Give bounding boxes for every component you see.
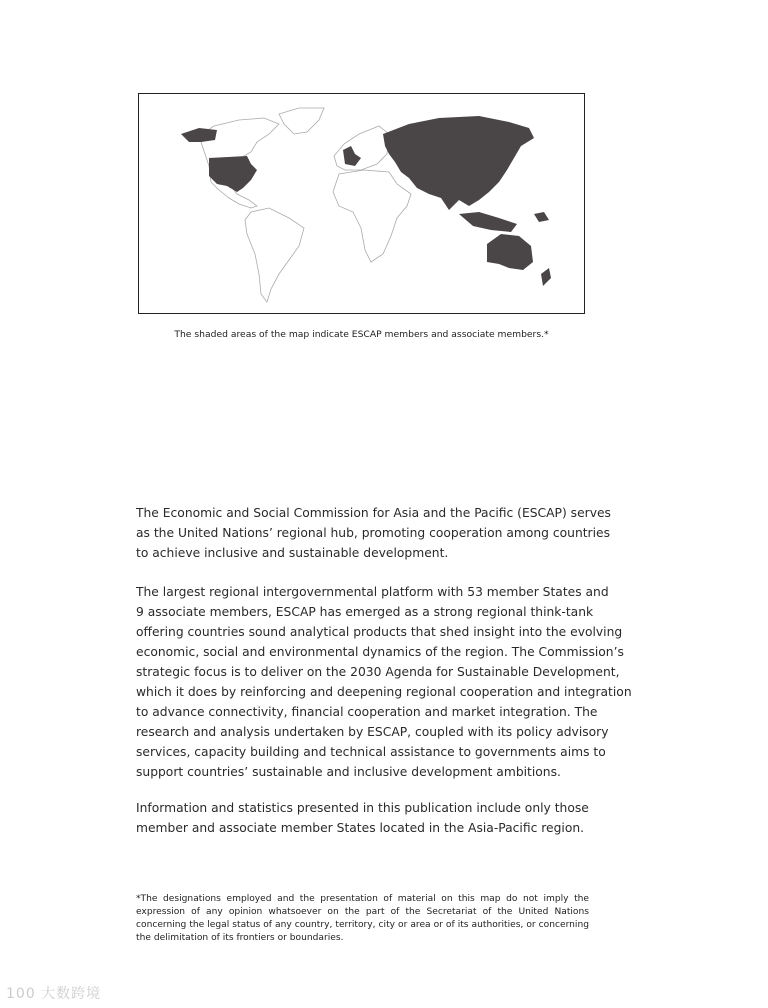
footnote-line: the delimitation of its frontiers or boundaries. [136,933,344,943]
watermark-logo: 100 大数跨境 [6,986,102,1002]
footnote-line: expression of any opinion whatsoever on the part of the Secretariat of the United Nations [136,907,589,917]
text-line: offering countries sound analytical products that shed insight into the evolving [136,625,623,639]
text-line: Information and statistics presented in this publication include only those [136,801,589,815]
asia-russia-shape [383,116,534,210]
australia-shape [487,234,533,270]
europe-outline [334,126,389,170]
france-uk-shape [343,146,361,166]
pacific-islands-shape [534,212,549,222]
text-line: economic, social and environmental dynamics of the region. The Commission’s [136,645,624,659]
text-line: member and associate member States located in the Asia-Pacific region. [136,821,585,835]
map-caption: The shaded areas of the map indicate ESCAP members and associate members.* [174,329,549,340]
intro-paragraph [136,503,611,563]
text-line: strategic focus is to deliver on the 2030 Agenda for Sustainable Development, [136,665,620,679]
text-line: services, capacity building and technical assistance to governments aims to [136,745,606,759]
text-line: support countries’ sustainable and inclusive development ambitions. [136,765,561,779]
world-map-graphic [139,94,584,313]
text-line: to advance connectivity, financial cooperation and market integration. The [136,705,598,719]
southeast-asia-shape [459,212,517,232]
alaska-shape [181,128,217,142]
usa-shape [209,156,257,192]
map-footnote [136,893,589,945]
text-line: The Economic and Social Commission for Asia and the Pacific (ESCAP) serves [136,506,611,520]
greenland-outline [279,108,324,134]
text-line: as the United Nations’ regional hub, promoting cooperation among countries [136,526,611,540]
text-line: which it does by reinforcing and deepening regional cooperation and integration [136,685,632,699]
text-line: The largest regional intergovernmental platform with 53 member States and [136,585,609,599]
text-line: 9 associate members, ESCAP has emerged as a strong regional think-tank [136,605,594,619]
text-line: research and analysis undertaken by ESCAP, coupled with its policy advisory [136,725,609,739]
south-america-outline [245,208,304,302]
footnote-line: *The designations employed and the presentation of material on this map do not imply the [136,894,589,904]
footnote-line: concerning the legal status of any country, territory, city or area or of its authorities, or concerning [136,920,589,930]
world-map [138,93,585,314]
text-line: to achieve inclusive and sustainable development. [136,546,449,560]
statistics-paragraph [136,798,588,838]
new-zealand-shape [541,268,551,286]
platform-paragraph [136,582,632,782]
africa-outline [333,170,411,262]
